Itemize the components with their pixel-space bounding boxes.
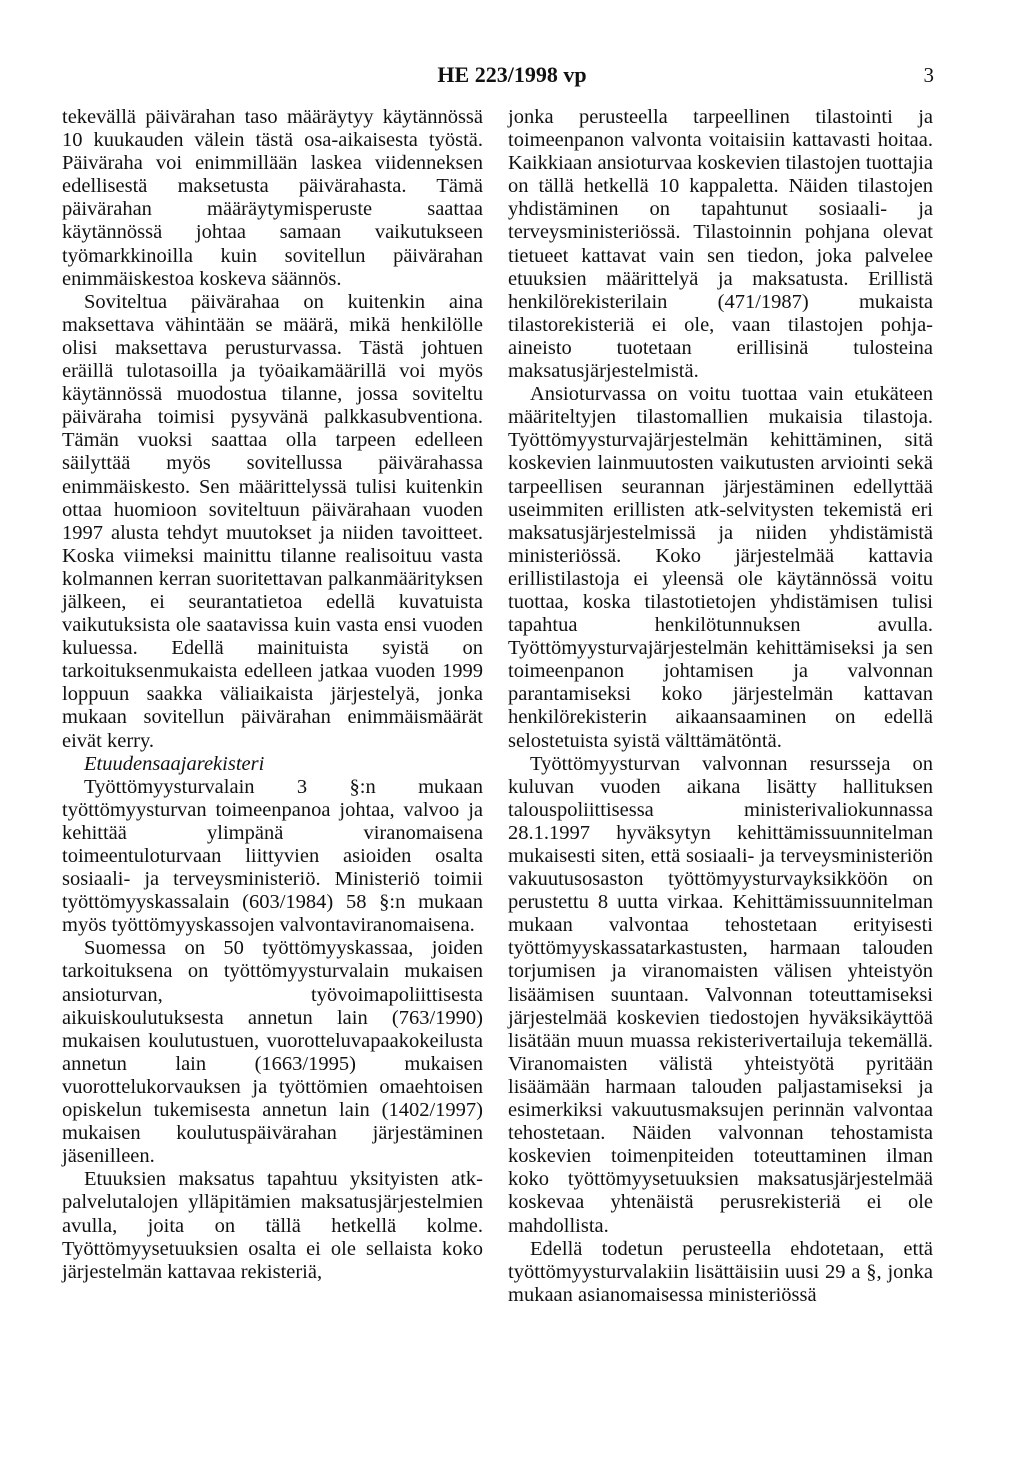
left-column	[62, 106, 483, 1284]
paragraph: Ansioturvassa on voitu tuottaa vain etukäteen määriteltyjen tilastomallien mukaisia tilastoja. Työttömyysturvajärjestelmän kehittäminen, sitä koskevien lainmuutosten vaikutusten arviointi sekä tarpeellisen seurannan järjestäminen edellyttää useimmiten erillisten atk-selvitysten tekemistä eri maksatusjärjestelmissä ja niiden yhdistämistä ministeriössä. Koko järjestelmää kattavia erillistilastoja ei yleensä ole käytännössä voitu tuottaa, koska tilastotietojen yhdistämisen tulisi tapahtua henkilötunnuksen avulla. Työttömyysturvajärjestelmän kehittämiseksi ja sen toimeenpanon johtamisen ja valvonnan parantamiseksi koko järjestelmän kattavan henkilörekisterin aikaansaaminen on edellä selostetuista syistä välttämätöntä.	[508, 383, 933, 752]
section-heading: Etuudensaajarekisteri	[84, 752, 265, 775]
paragraph: Suomessa on 50 työttömyyskassaa, joiden tarkoituksena on työttömyysturvalain mukaisen ansioturvan, työvoimapoliittisesta aikuiskoulutuksesta annetun lain (763/1990) mukaisen koulutustuen, vuorotteluvapaakokeilusta annetun lain (1663/1995) mukaisen vuorottelukorvauksen ja työttömien omaehtoisen opiskelun tukemisesta annetun lain (1402/1997) mukaisen koulutuspäivärahan järjestäminen jäsenilleen.	[62, 937, 483, 1168]
page-header	[0, 60, 1024, 94]
right-column	[508, 106, 933, 1307]
paragraph: Työttömyysturvan valvonnan resursseja on kuluvan vuoden aikana lisätty hallituksen talouspoliittisessa ministerivaliokunnassa 28.1.1997 hyväksytyn kehittämissuunnitelman mukaisesti siten, että sosiaali- ja terveysministeriön vakuutusosaston työttömyysturvayksikköön on perustettu 8 uutta virkaa. Kehittämissuunnitelman mukaan valvontaa tehostetaan erityisesti työttömyyskassatarkastusten, harmaan talouden torjumisen ja viranomaisten välisen yhteistyön lisäämisen suuntaan. Valvonnan toteuttamiseksi järjestelmää koskevien tiedostojen hyväksikäyttöä lisätään muun muassa rekisterivertailuja tekemällä. Viranomaisten välistä yhteistyötä pyritään lisäämään harmaan talouden paljastamiseksi ja esimerkiksi vakuutusmaksujen perinnän valvontaa tehostetaan. Näiden valvonnan tehostamista koskevien toimenpiteiden toteuttaminen ilman koko työttömyysetuuksien maksatusjärjestelmää koskevaa yhtenäistä perusrekisteriä ei ole mahdollista.	[508, 752, 933, 1237]
paragraph: Työttömyysturvalain 3 §:n mukaan työttömyysturvan toimeenpanoa johtaa, valvoo ja kehittää ylimpänä viranomaisena toimeentuloturvaan liittyvien asioiden osalta sosiaali- ja terveysministeriö. Ministeriö toimii työttömyyskassalain (603/1984) 58 §:n mukaan myös työttömyyskassojen valvontaviranomaisena.	[62, 775, 483, 937]
paragraph: Soviteltua päivärahaa on kuitenkin aina maksettava vähintään se määrä, mikä henkilölle olisi maksettava perusturvassa. Tästä johtuen eräillä tulotasoilla ja työaikamäärillä voi myös käytännössä muodostua tilanne, jossa soviteltu päiväraha toimisi pysyvänä palkkasubventiona. Tämän vuoksi saattaa olla tarpeen edelleen säilyttää myös sovitellussa päivärahassa enimmäiskesto. Sen määrittelyssä tulisi kuitenkin ottaa huomioon soviteltuun päivärahaan vuoden 1997 alusta tehdyt muutokset ja niiden tavoitteet. Koska viimeksi mainittu tilanne realisoituu vasta kolmannen kerran suoritettavan palkanmäärityksen jälkeen, ei seurantatietoa edellä kuvatuista vaikutuksista ole saatavissa kuin vasta ensi vuoden kuluessa. Edellä mainituista syistä on tarkoituksenmukaista edelleen jatkaa vuoden 1999 loppuun saakka väliaikaista järjestelyä, jonka mukaan sovitellun päivärahan enimmäismäärät eivät kerry.	[62, 290, 483, 752]
page-number: 3	[923, 63, 934, 87]
document-title: HE 223/1998 vp	[437, 62, 587, 87]
paragraph: tekevällä päivärahan taso määräytyy käytännössä 10 kuukauden välein tästä osa-aikaisesta työstä. Päiväraha voi enimmillään laskea viidenneksen edellisestä maksetusta päivärahasta. Tämä päivärahan määräytymisperuste saattaa käytännössä johtaa samaan vaikutukseen työmarkkinoilla kuin sovitellun päivärahan enimmäiskestoa koskeva säännös.	[62, 106, 483, 290]
paragraph: Edellä todetun perusteella ehdotetaan, että työttömyysturvalakiin lisättäisiin uusi 29 a §, jonka mukaan asianomaisessa ministeriössä	[508, 1237, 933, 1306]
paragraph: jonka perusteella tarpeellinen tilastointi ja toimeenpanon valvonta voitaisiin kattavasti hoitaa. Kaikkiaan ansioturvaa koskevien tilastojen tuottajia on tällä hetkellä 10 kappaletta. Näiden tilastojen yhdistäminen on tapahtunut sosiaali- ja terveysministeriössä. Tilastoinnin pohjana olevat tietueet kattavat vain sen tiedon, joka palvelee etuuksien määrittelyä ja maksatusta. Erillistä henkilörekisterilain (471/1987) mukaista tilastorekisteriä ei ole, vaan tilastojen pohja-aineisto tuotetaan erillisinä tulosteina maksatusjärjestelmistä.	[508, 106, 933, 383]
paragraph: Etuuksien maksatus tapahtuu yksityisten atk-palvelutalojen ylläpitämien maksatusjärjestelmien avulla, joita on tällä hetkellä kolme. Työttömyysetuuksien osalta ei ole sellaista koko järjestelmän kattavaa rekisteriä,	[62, 1168, 483, 1283]
